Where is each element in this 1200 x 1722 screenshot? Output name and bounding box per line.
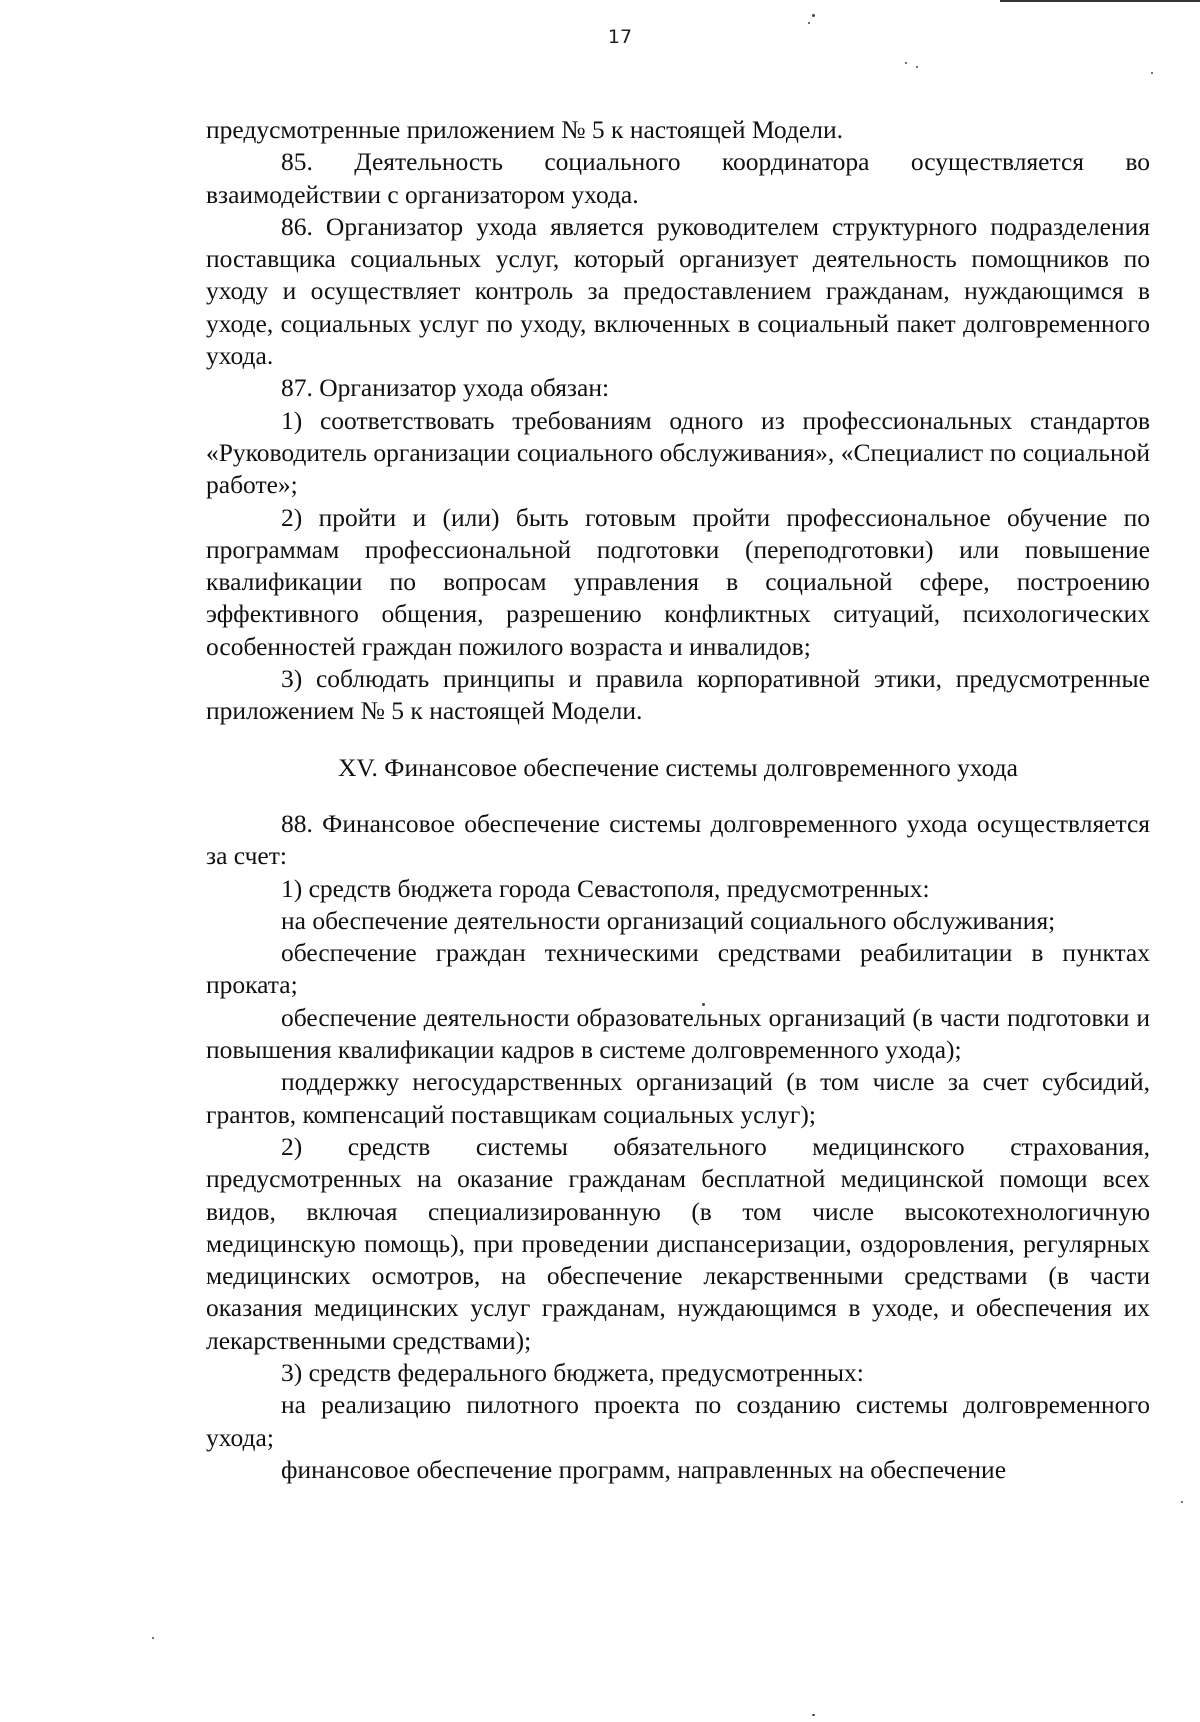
paragraph-87-item-2: 2) пройти и (или) быть готовым пройти профессиональное обучение по программам профессиональной подготовки (переподготовки) или повышение квалификации по вопросам управления в социальной сфере, построению эффективного общения, разрешению конфликтных ситуаций, психологических особенностей граждан пожилого возраста и инвалидов; [206,502,1150,661]
paragraph-88-item-3: 3) средств федерального бюджета, предусмотренных: [281,1357,864,1387]
paragraph-88-item-1-sub-2: обеспечение граждан техническими средствами реабилитации в пунктах проката; [206,938,1150,1000]
paragraph-88-item-1-sub-4: поддержку негосударственных организаций (в том числе за счет субсидий, грантов, компенсаций поставщикам социальных услуг); [206,1067,1150,1129]
paragraph-85: 85. Деятельность социального координатора осуществляется во взаимодействии с организатором ухода. [206,147,1150,209]
scan-artifact-speck [905,62,907,64]
section-heading: XV. Финансовое обеспечение системы долговременного ухода [338,752,1018,782]
scan-artifact-line [1000,0,1200,2]
paragraph-88-item-3-sub-1: на реализацию пилотного проекта по созданию системы долговременного ухода; [206,1390,1150,1452]
scan-artifact-speck [808,22,810,24]
page-number: 17 [607,26,633,48]
paragraph-88-item-3-sub-2: финансовое обеспечение программ, направленных на обеспечение [281,1454,1007,1484]
scan-artifact-speck [916,66,918,68]
paragraph-86: 86. Организатор ухода является руководителем структурного подразделения поставщика социальных услуг, который организует деятельность помощников по уходу и осуществляет контроль за предоставлением гражданам, нуждающимся в уходе, социальных услуг по уходу, включенных в социальный пакет долговременного ухода. [206,211,1150,371]
scan-artifact-speck [152,1637,154,1639]
paragraph-88-item-2: 2) средств системы обязательного медицинского страхования, предусмотренных на оказание гражданам бесплатной медицинской помощи всех видов, включая специализированную (в том числе высокотехнологичную медицинскую помощь), при проведении диспансеризации, оздоровления, регулярных медицинских осмотров, на обеспечение лекарственными средствами (в части оказания медицинских услуг гражданам, нуждающимся в уходе, и обеспечения их лекарственными средствами); [206,1131,1150,1355]
document-body [206,114,1150,1486]
paragraph-88-item-1: 1) средств бюджета города Севастополя, предусмотренных: [281,873,930,903]
scan-artifact-speck [812,14,815,17]
paragraph-continuation: предусмотренные приложением № 5 к настоящей Модели. [206,115,843,144]
scan-artifact-speck [812,1714,815,1716]
paragraph-87-item-1: 1) соответствовать требованиям одного из профессиональных стандартов «Руководитель организации социального обслуживания», «Специалист по социальной работе»; [206,405,1150,500]
scan-artifact-speck [1151,72,1153,74]
paragraph-88-item-1-sub-3: обеспечение деятельности образовательных организаций (в части подготовки и повышения квалификации кадров в системе долговременного ухода); [206,1002,1150,1065]
paragraph-87-item-3: 3) соблюдать принципы и правила корпоративной этики, предусмотренные приложением № 5 к настоящей Модели. [206,664,1150,726]
paragraph-88: 88. Финансовое обеспечение системы долговременного ухода осуществляется за счет: [206,808,1150,871]
paragraph-87: 87. Организатор ухода обязан: [281,373,610,403]
paragraph-88-item-1-sub-1: на обеспечение деятельности организаций социального обслуживания; [281,905,1056,935]
scan-artifact-speck [1181,1501,1183,1503]
